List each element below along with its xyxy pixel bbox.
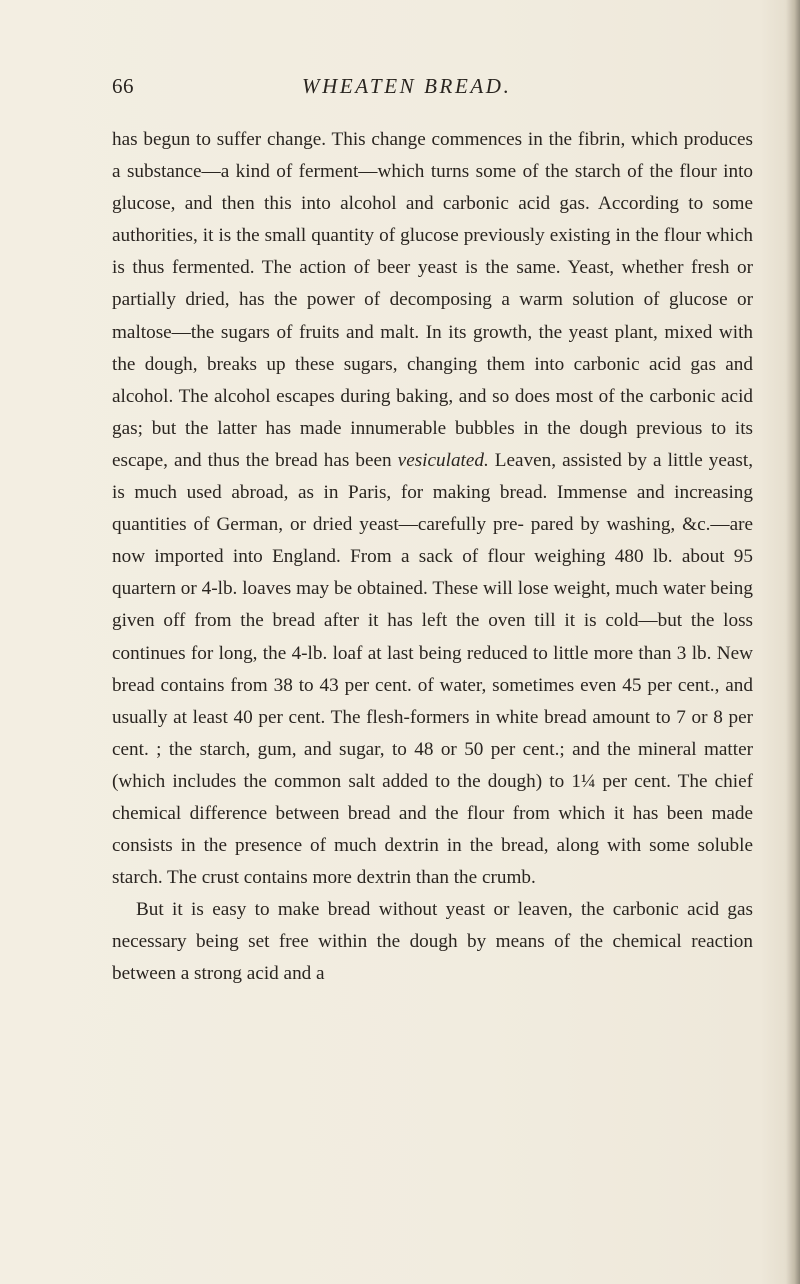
paragraph-1-text-a: has begun to suffer change. This change commences in the fibrin, which produces a substance—a kind of ferment—which turns some of the starch of the flour into glucose, and then this into alcohol and carbonic acid gas. According to some authorities, it is the small quantity of glucose previously existing in the flour which is thus fermented. The action of beer yeast is the same. Yeast, whether fresh or partially dried, has the power of decomposing a warm solution of glucose or maltose—the sugars of fruits and malt. In its growth, the yeast plant, mixed with the dough, breaks up these sugars, changing them into carbonic acid gas and alcohol. The alcohol escapes during baking, and so does most of the carbonic acid gas; but the latter has made innumerable bubbles in the dough previous to its escape, and thus the bread has been bbox=[112, 129, 753, 471]
page-number: 66 bbox=[112, 74, 134, 98]
body-text bbox=[112, 124, 753, 991]
page-edge-shadow bbox=[786, 0, 800, 1284]
page-header bbox=[112, 74, 714, 108]
running-head: WHEATEN BREAD. bbox=[302, 74, 512, 98]
paragraph-2: But it is easy to make bread without yeast or leaven, the carbonic acid gas necessary being set free within the dough by means of the chemical reaction between a strong acid and a bbox=[112, 899, 753, 985]
paragraph-1-text-b: Leaven, assisted by a little yeast, is much used abroad, as in Paris, for making bread. Immense and increasing quantities of German, or dried yeast—carefully pre- pared by washing, &c.—are now imported into England. From a sack of flour weighing 480 lb. about 95 quartern or 4-lb. loaves may be obtained. These will lose weight, much water being given off from the bread after it has left the oven till it is cold—but the loss continues for long, the 4-lb. loaf at last being reduced to little more than 3 lb. New bread contains from 38 to 43 per cent. of water, sometimes even 45 per cent., and usually at least 40 per cent. The flesh-formers in white bread amount to 7 or 8 per cent. ; the starch, gum, and sugar, to 48 or 50 per cent.; and the mineral matter (which includes the common salt added to the dough) to 1¼ per cent. The chief chemical difference between bread and the flour from which it has been made consists in the presence of much dextrin in the bread, along with some soluble starch. The crust contains more dextrin than the crumb. bbox=[112, 449, 753, 889]
italic-term: vesiculated. bbox=[397, 449, 489, 471]
paragraph-1 bbox=[112, 124, 753, 894]
